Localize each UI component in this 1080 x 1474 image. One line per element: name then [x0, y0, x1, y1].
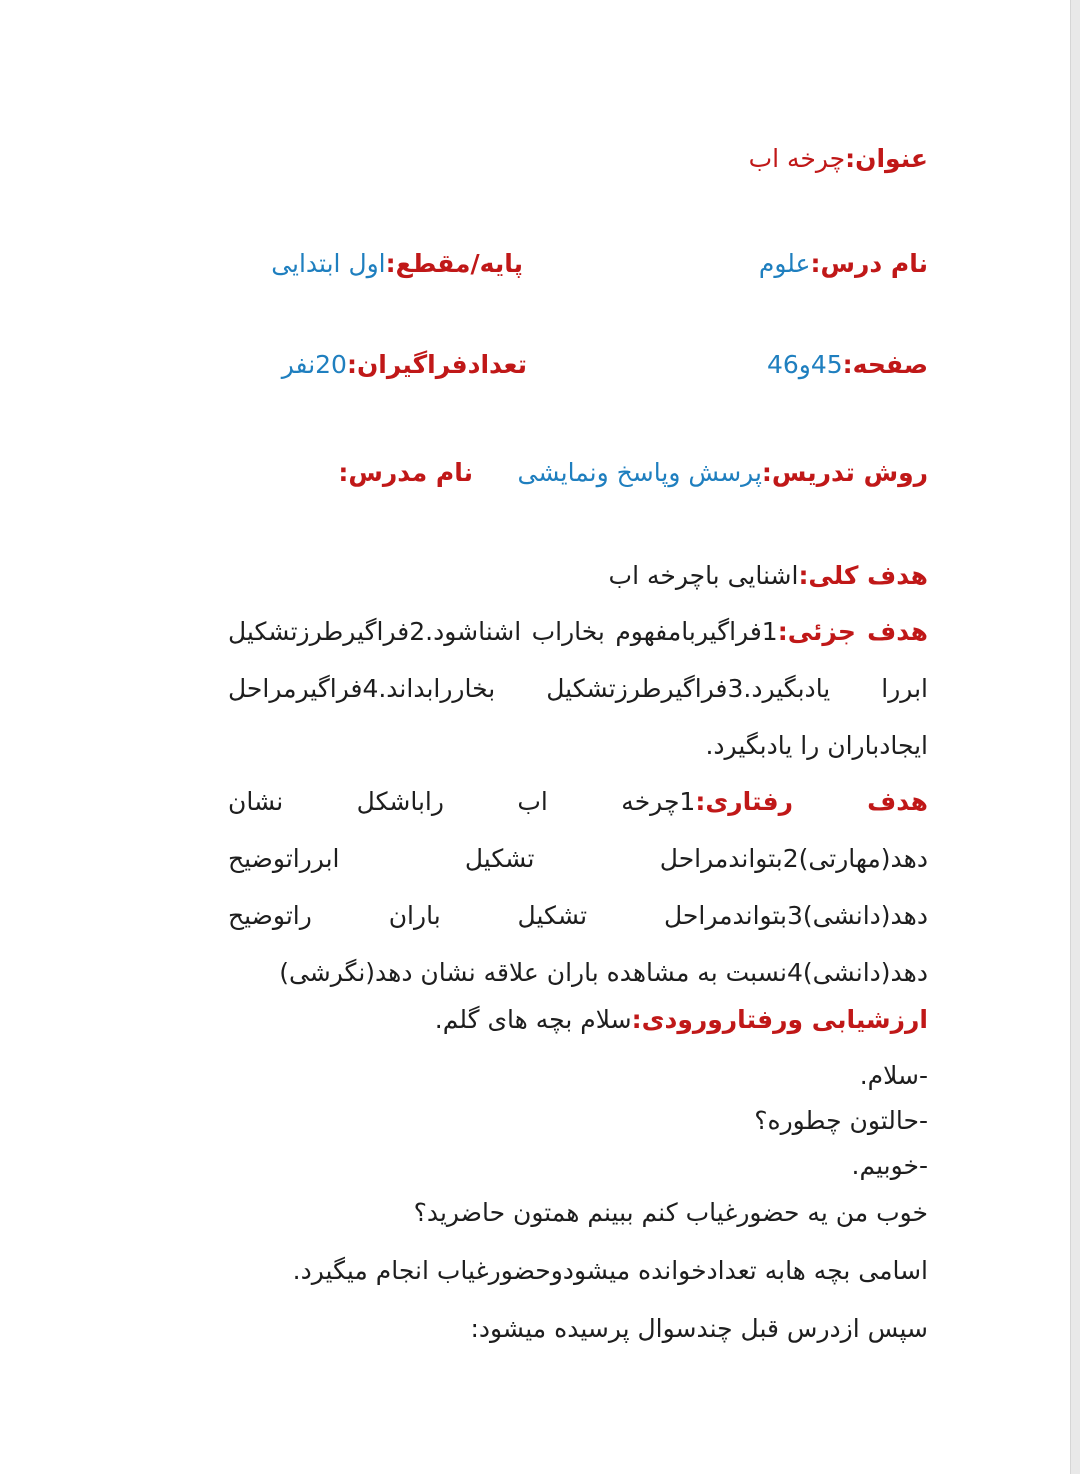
scrollbar[interactable]: [1071, 0, 1080, 1474]
students-value: 20نفر: [281, 350, 347, 379]
assessment-field: [435, 1000, 928, 1040]
grade-value: اول ابتدایی: [271, 249, 386, 278]
lesson-title: [749, 139, 928, 179]
subject-value: علوم: [758, 249, 811, 278]
dialogue-line: -سلام.: [859, 1061, 928, 1090]
general-goal-value: اشنایی باچرخه اب: [608, 561, 799, 590]
title-label: عنوان:: [845, 144, 928, 173]
grade-field: [271, 244, 523, 284]
dialogue-line: -حالتون چطوره؟: [754, 1106, 928, 1135]
teacher-field: [338, 453, 473, 493]
partial-goal-label: هدف جزئی:: [777, 617, 928, 646]
assessment-value: سلام بچه های گلم.: [434, 1005, 632, 1034]
partial-goal-value: 1فراگیربامفهوم بخاراب اشناشود.2فراگیرطرزتشکیل ابررا یادبگیرد.3فراگیرطرزتشکیل بخاررابداند.4فراگیرمراحل ایجادباران را یادبگیرد.: [228, 617, 928, 760]
assessment-label: ارزشیابی ورفتارورودی:: [631, 1005, 928, 1034]
page-value: 45و46: [766, 350, 843, 379]
dialogue-line: -خوبیم.: [851, 1151, 928, 1180]
subject-label: نام درس:: [810, 249, 928, 278]
behavioral-goal-paragraph: [228, 773, 928, 1001]
students-label: تعدادفراگیران:: [346, 350, 527, 379]
page-field: [767, 345, 928, 385]
behavioral-goal-label: هدف رفتاری:: [695, 787, 928, 816]
title-value: چرخه اب: [748, 144, 846, 173]
general-goal-label: هدف کلی:: [798, 561, 928, 590]
dialogue-line: اسامی بچه هابه تعدادخوانده میشودوحضورغیاب انجام میگیرد.: [292, 1256, 928, 1285]
subject-field: [759, 244, 928, 284]
students-field: [282, 345, 527, 385]
method-field: [518, 453, 928, 493]
grade-label: پایه/مقطع:: [385, 249, 523, 278]
partial-goal-paragraph: [228, 603, 928, 774]
behavioral-goal-value: 1چرخه اب راباشکل نشان دهد(مهارتی)2بتواندمراحل تشکیل ابرراتوضیح دهد(دانشی)3بتواندمراحل تشکیل باران راتوضیح دهد(دانشی)4نسبت به مشاهده باران علاقه نشان دهد(نگرشی): [228, 787, 928, 987]
general-goal: [609, 556, 928, 596]
method-value: پرسش وپاسخ ونمایشی: [517, 458, 762, 487]
method-label: روش تدریس:: [761, 458, 928, 487]
page-label: صفحه:: [842, 350, 928, 379]
teacher-label: نام مدرس:: [338, 458, 473, 487]
dialogue-line: سپس ازدرس قبل چندسوال پرسیده میشود:: [470, 1314, 928, 1343]
dialogue-line: خوب من یه حضورغیاب کنم ببینم همتون حاضرید؟: [413, 1198, 928, 1227]
